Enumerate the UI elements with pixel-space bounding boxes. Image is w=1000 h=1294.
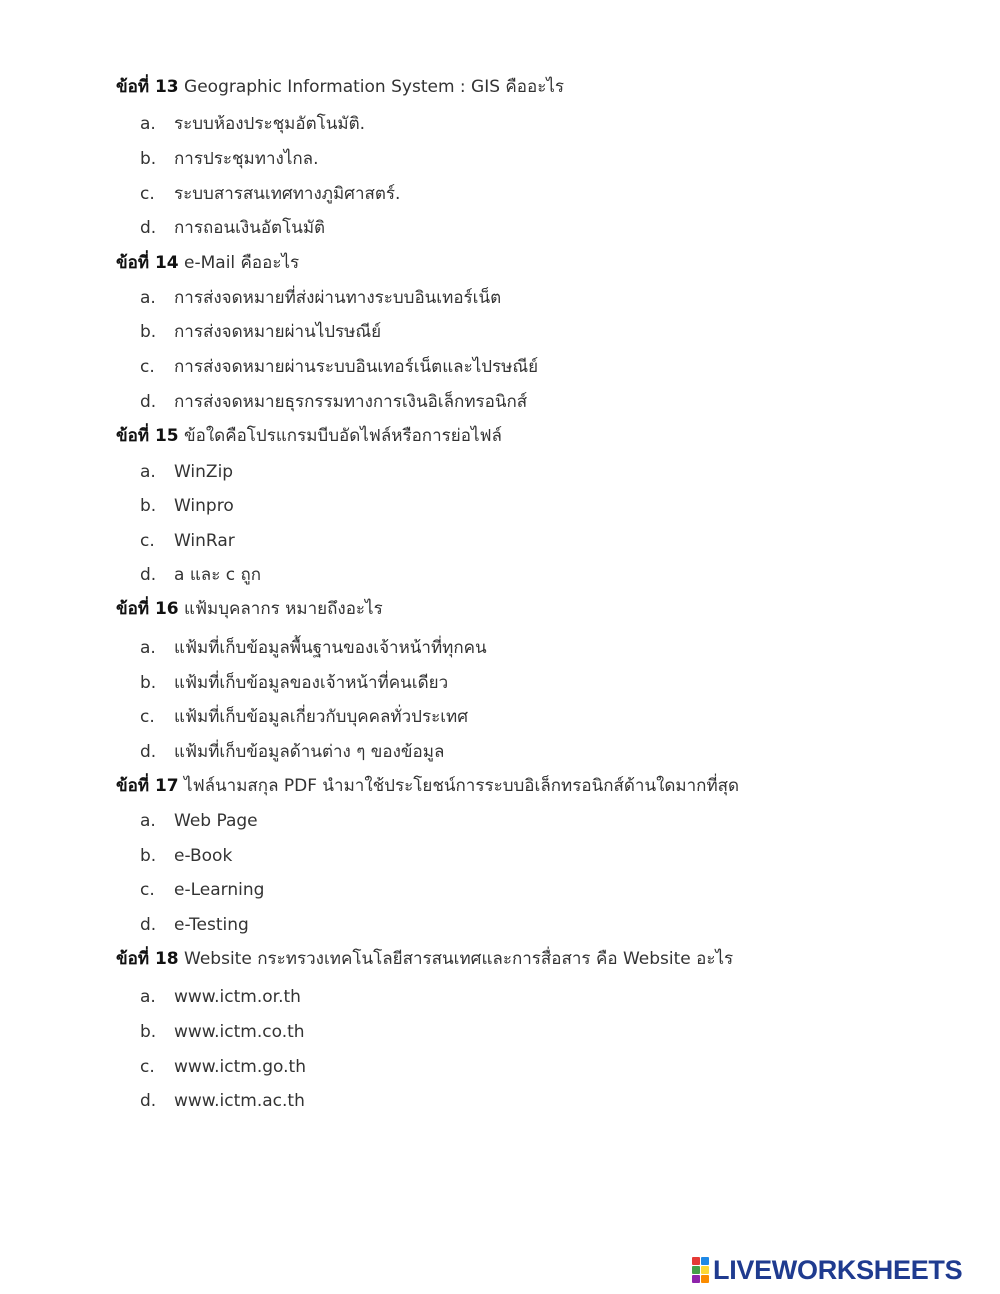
option-text: แฟ้มที่เก็บข้อมูลของเจ้าหน้าที่คนเดียว <box>174 673 449 693</box>
option-13-a[interactable] <box>140 112 365 136</box>
option-15-a[interactable] <box>140 460 233 484</box>
option-letter: d. <box>140 915 157 935</box>
option-text: การส่งจดหมายผ่านไปรษณีย์ <box>174 322 382 342</box>
option-letter: a. <box>140 638 156 658</box>
option-14-c[interactable] <box>140 355 538 379</box>
option-text: e-Book <box>174 846 233 866</box>
option-letter: d. <box>140 1091 157 1111</box>
option-letter: a. <box>140 114 156 134</box>
option-letter: d. <box>140 218 157 238</box>
option-text: a และ c ถูก <box>174 565 262 585</box>
option-text: www.ictm.go.th <box>174 1057 306 1077</box>
question-16 <box>116 597 383 621</box>
option-letter: c. <box>140 1057 155 1077</box>
option-14-b[interactable] <box>140 320 381 344</box>
logo-text: LIVEWORKSHEETS <box>713 1255 963 1285</box>
option-17-d[interactable] <box>140 913 249 937</box>
option-15-d[interactable] <box>140 563 261 587</box>
question-14 <box>116 251 299 275</box>
option-text: การประชุมทางไกล. <box>174 149 319 169</box>
option-letter: a. <box>140 811 156 831</box>
option-letter: c. <box>140 184 155 204</box>
option-text: Winpro <box>174 496 234 516</box>
option-letter: b. <box>140 673 157 693</box>
option-16-a[interactable] <box>140 636 487 660</box>
option-18-b[interactable] <box>140 1020 305 1044</box>
question-text: ไฟล์นามสกุล PDF นำมาใช้ประโยชน์การระบบอิเล็กทรอนิกส์ด้านใดมากที่สุด <box>184 776 740 796</box>
option-text: WinZip <box>174 462 234 482</box>
option-letter: c. <box>140 357 155 377</box>
option-text: e-Learning <box>174 880 265 900</box>
option-letter: d. <box>140 565 157 585</box>
question-number: ข้อที่ 17 <box>116 776 179 796</box>
option-16-b[interactable] <box>140 671 448 695</box>
option-14-d[interactable] <box>140 390 527 414</box>
option-13-c[interactable] <box>140 182 400 206</box>
question-number: ข้อที่ 18 <box>116 949 179 969</box>
option-16-d[interactable] <box>140 740 444 764</box>
option-text: แฟ้มที่เก็บข้อมูลเกี่ยวกับบุคคลทั่วประเทศ <box>174 707 469 727</box>
question-number: ข้อที่ 13 <box>116 77 179 97</box>
logo-mark-icon <box>692 1257 709 1283</box>
option-letter: a. <box>140 462 156 482</box>
option-15-c[interactable] <box>140 529 235 553</box>
option-17-b[interactable] <box>140 844 232 868</box>
option-letter: a. <box>140 987 156 1007</box>
option-letter: d. <box>140 742 157 762</box>
option-18-d[interactable] <box>140 1089 305 1113</box>
option-letter: b. <box>140 496 157 516</box>
option-text: WinRar <box>174 531 235 551</box>
option-15-b[interactable] <box>140 494 234 518</box>
option-text: แฟ้มที่เก็บข้อมูลพื้นฐานของเจ้าหน้าที่ทุกคน <box>174 638 487 658</box>
option-text: การถอนเงินอัตโนมัติ <box>174 218 326 238</box>
question-13 <box>116 75 564 99</box>
option-letter: c. <box>140 707 155 727</box>
option-17-a[interactable] <box>140 809 258 833</box>
option-letter: b. <box>140 149 157 169</box>
option-text: www.ictm.ac.th <box>174 1091 305 1111</box>
option-text: ระบบสารสนเทศทางภูมิศาสตร์. <box>174 184 401 204</box>
option-18-c[interactable] <box>140 1055 306 1079</box>
question-text: Geographic Information System : GIS คืออะไร <box>184 77 565 97</box>
question-text: ข้อใดคือโปรแกรมบีบอัดไฟล์หรือการย่อไฟล์ <box>184 426 502 446</box>
option-text: e-Testing <box>174 915 249 935</box>
option-text: www.ictm.co.th <box>174 1022 305 1042</box>
option-17-c[interactable] <box>140 878 264 902</box>
option-text: ระบบห้องประชุมอัตโนมัติ. <box>174 114 366 134</box>
question-number: ข้อที่ 14 <box>116 253 179 273</box>
option-13-b[interactable] <box>140 147 318 171</box>
option-letter: c. <box>140 531 155 551</box>
question-18 <box>116 947 733 971</box>
liveworksheets-logo[interactable] <box>692 1256 962 1284</box>
question-text: e-Mail คืออะไร <box>184 253 300 273</box>
question-number: ข้อที่ 15 <box>116 426 179 446</box>
option-text: การส่งจดหมายผ่านระบบอินเทอร์เน็ตและไปรษณีย์ <box>174 357 539 377</box>
option-letter: b. <box>140 1022 157 1042</box>
question-17 <box>116 774 739 798</box>
question-15 <box>116 424 502 448</box>
option-18-a[interactable] <box>140 985 301 1009</box>
option-text: การส่งจดหมายที่ส่งผ่านทางระบบอินเทอร์เน็ต <box>174 288 502 308</box>
option-16-c[interactable] <box>140 705 468 729</box>
option-letter: b. <box>140 846 157 866</box>
question-text: Website กระทรวงเทคโนโลยีสารสนเทศและการสื่อสาร คือ Website อะไร <box>184 949 734 969</box>
option-letter: d. <box>140 392 157 412</box>
option-letter: a. <box>140 288 156 308</box>
option-13-d[interactable] <box>140 216 325 240</box>
option-text: แฟ้มที่เก็บข้อมูลด้านต่าง ๆ ของข้อมูล <box>174 742 445 762</box>
option-letter: b. <box>140 322 157 342</box>
option-14-a[interactable] <box>140 286 501 310</box>
option-text: Web Page <box>174 811 258 831</box>
option-text: www.ictm.or.th <box>174 987 301 1007</box>
question-text: แฟ้มบุคลากร หมายถึงอะไร <box>184 599 383 619</box>
option-text: การส่งจดหมายธุรกรรมทางการเงินอิเล็กทรอนิกส์ <box>174 392 528 412</box>
option-letter: c. <box>140 880 155 900</box>
question-number: ข้อที่ 16 <box>116 599 179 619</box>
